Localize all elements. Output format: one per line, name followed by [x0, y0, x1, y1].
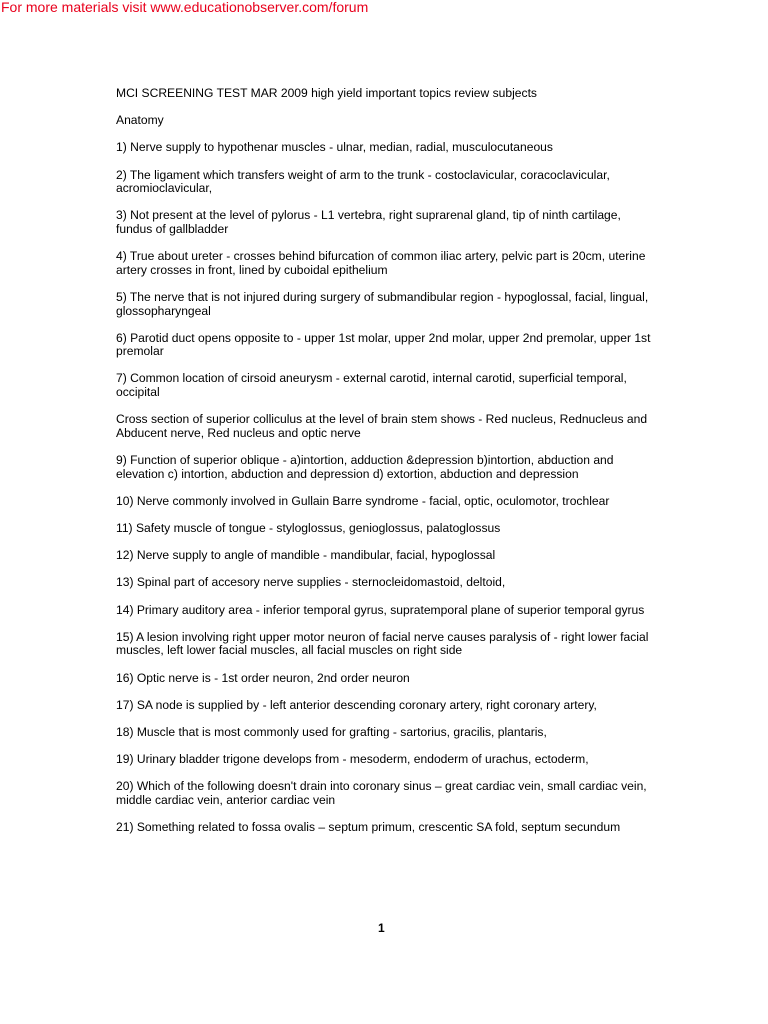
question-item: 13) Spinal part of accesory nerve supplies - sternocleidomastoid, deltoid,	[116, 575, 506, 590]
question-item: 14) Primary auditory area - inferior temporal gyrus, supratemporal plane of superior temporal gyrus	[116, 602, 645, 617]
subject-heading: Anatomy	[116, 113, 164, 128]
question-item: 2) The ligament which transfers weight of arm to the trunk - costoclavicular, coracoclavicular, acromioclavicular,	[116, 167, 610, 196]
question-item: 20) Which of the following doesn't drain into coronary sinus – great cardiac vein, small cardiac vein, middle cardiac vein, anterior cardiac vein	[116, 779, 647, 807]
question-item: Cross section of superior colliculus at the level of brain stem shows - Red nucleus, Rednucleus and Abducent nerve, Red nucleus and optic nerve	[116, 412, 648, 440]
question-item: 15) A lesion involving right upper motor neuron of facial nerve causes paralysis of - right lower facial muscles, left lower facial muscles, all facial muscles on right side	[116, 629, 649, 658]
document-body	[116, 87, 656, 848]
question-item: 4) True about ureter - crosses behind bifurcation of common iliac artery, pelvic part is 20cm, uterine artery crosses in front, lined by cuboidal epithelium	[116, 249, 646, 277]
question-item: 16) Optic nerve is - 1st order neuron, 2nd order neuron	[116, 670, 410, 685]
question-item: 1) Nerve supply to hypothenar muscles - ulnar, median, radial, musculocutaneous	[116, 140, 553, 155]
page-number: 1	[378, 921, 385, 935]
question-item: 18) Muscle that is most commonly used for grafting - sartorius, gracilis, plantaris,	[116, 724, 547, 739]
question-item: 3) Not present at the level of pylorus - L1 vertebra, right suprarenal gland, tip of ninth cartilage, fundus of gallbladder	[116, 208, 621, 236]
question-item: 10) Nerve commonly involved in Gullain Barre syndrome - facial, optic, oculomotor, trochlear	[116, 493, 610, 508]
question-item: 5) The nerve that is not injured during surgery of submandibular region - hypoglossal, facial, lingual, glossopharyngeal	[116, 289, 649, 318]
question-item: 9) Function of superior oblique - a)intortion, adduction &depression b)intortion, abduction and elevation c) intortion, abduction and depression d) extortion, abduction and depression	[116, 453, 614, 481]
question-item: 6) Parotid duct opens opposite to - upper 1st molar, upper 2nd molar, upper 2nd premolar, upper 1st premolar	[116, 330, 651, 359]
question-item: 19) Urinary bladder trigone develops from - mesoderm, endoderm of urachus, ectoderm,	[116, 752, 589, 767]
question-item: 7) Common location of cirsoid aneurysm - external carotid, internal carotid, superficial temporal, occipital	[116, 371, 627, 400]
header-link[interactable]: For more materials visit www.educationobserver.com/forum	[1, 0, 369, 15]
question-item: 12) Nerve supply to angle of mandible - mandibular, facial, hypoglossal	[116, 548, 496, 563]
question-list	[116, 141, 656, 834]
question-item: 11) Safety muscle of tongue - styloglossus, genioglossus, palatoglossus	[116, 521, 501, 535]
question-item: 21) Something related to fossa ovalis – septum primum, crescentic SA fold, septum secundum	[116, 820, 621, 835]
question-item: 17) SA node is supplied by - left anterior descending coronary artery, right coronary artery,	[116, 697, 597, 712]
document-title: MCI SCREENING TEST MAR 2009 high yield important topics review subjects	[116, 86, 537, 100]
